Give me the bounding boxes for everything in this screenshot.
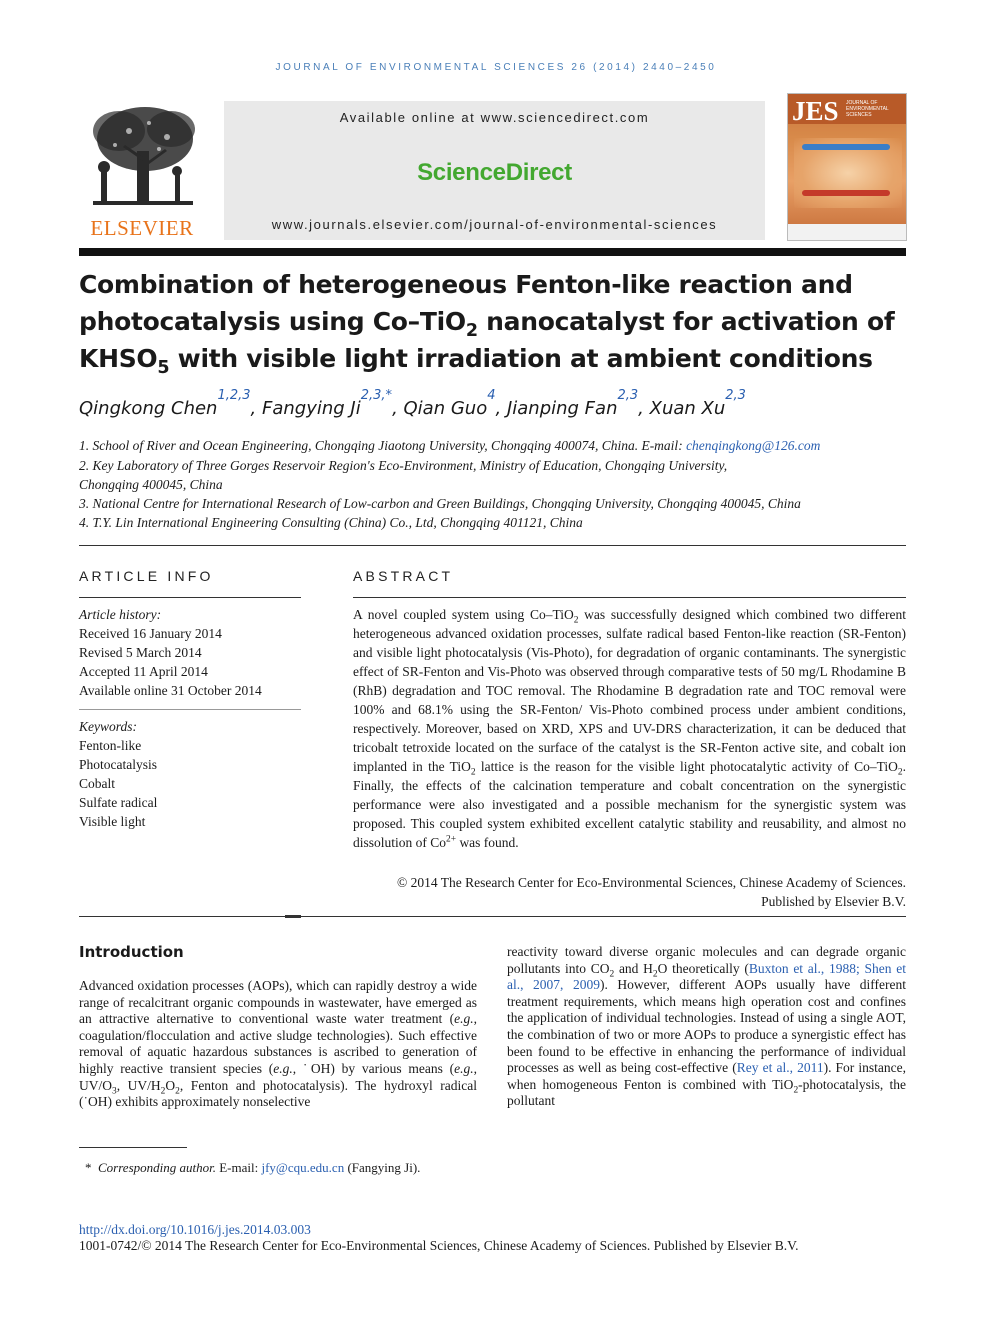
abstract-heading: ABSTRACT (353, 568, 454, 584)
introduction-heading: Introduction (79, 943, 184, 961)
divider-mark (285, 915, 301, 918)
author-affil-ref[interactable]: 2,3 (725, 388, 746, 403)
footnote-rule (79, 1147, 187, 1148)
cover-arrow-red-icon (802, 190, 890, 196)
divider (79, 597, 301, 598)
corresponding-email-link[interactable]: jfy@cqu.edu.cn (261, 1160, 345, 1175)
keyword: Sulfate radical (79, 795, 158, 810)
journal-homepage-link[interactable]: www.journals.elsevier.com/journal-of-environmental-sciences (271, 217, 718, 232)
author-name[interactable]: Xuan Xu (649, 398, 726, 419)
keyword: Fenton-like (79, 738, 142, 753)
issn-copyright-line: 1001-0742/© 2014 The Research Center for Eco-Environmental Sciences, Chinese Academy of Sciences. Published by Elsevier B.V. (79, 1238, 799, 1253)
header-rule (79, 248, 906, 256)
elsevier-tree-icon (79, 101, 205, 219)
affiliation-3: 3. National Centre for International Research of Low-carbon and Green Buildings, Chongqing University, Chongqing 400045, China (79, 496, 801, 511)
online-date: Available online 31 October 2014 (79, 683, 262, 698)
introduction-left-column: Advanced oxidation processes (AOPs), which can rapidly destroy a wide range of recalcitrant organic compounds in wastewater, have emerged as an attractive alternative to conventional waste water treatment (e.g., coagulation/flocculation and active sludge technologies). Such effective removal of aquatic hazardous substances is ascribed to generation of highly reactive transient species (e.g., ˙OH) by various means (e.g., $UV/O_3$, $UV/H_2O_2$, Fenton and photocatalysis). The hydroxyl radical (˙OH) exhibits approximately nonselective (79, 978, 478, 1110)
article-title (79, 266, 906, 377)
sciencedirect-logo[interactable]: ScienceDirect (417, 159, 572, 186)
citation-link[interactable]: Rey et al., 2011 (736, 1060, 824, 1076)
corresponding-author-footnote: * Corresponding author. E-mail: jfy@cqu.edu.cn (Fangying Ji). (85, 1160, 421, 1175)
abstract-copyright: © 2014 The Research Center for Eco-Environmental Sciences, Chinese Academy of Sciences. Published by Elsevier B.V. (397, 875, 906, 909)
divider (79, 916, 906, 917)
divider (79, 545, 906, 546)
author-affil-ref[interactable]: 2,3 (617, 388, 639, 403)
accepted-date: Accepted 11 April 2014 (79, 664, 208, 679)
journal-running-header: JOURNAL OF ENVIRONMENTAL SCIENCES 26 (2014) 2440–2450 (275, 62, 717, 73)
elsevier-logo[interactable] (79, 101, 205, 241)
cover-footer (788, 224, 906, 240)
elsevier-wordmark: ELSEVIER (90, 216, 194, 240)
divider (79, 709, 301, 710)
sciencedirect-banner (224, 101, 765, 240)
cover-subtitle: JOURNAL OF ENVIRONMENTAL SCIENCES (846, 100, 889, 118)
author-affil-ref[interactable]: 4 (487, 388, 496, 403)
cover-arrow-blue-icon (802, 144, 890, 150)
article-info-heading: ARTICLE INFO (79, 568, 214, 584)
affiliation-2: 2. Key Laboratory of Three Gorges Reservoir Region's Eco-Environment, Ministry of Education, Chongqing University, (79, 458, 728, 473)
title-line-2: photocatalysis using Co–TiO$_2$ nanocatalyst for activation of (79, 307, 895, 341)
article-history (79, 605, 301, 700)
title-line-3: $KHSO_5$ with visible light irradiation at ambient conditions (79, 344, 873, 378)
cover-acronym: JES (792, 96, 839, 126)
introduction-right-column: reactivity toward diverse organic molecules and can degrade organic pollutants into $CO_2$ and $H_2O$ theoretically (Buxton et al., 1988; Shen et al., 2007, 2009). However, different AOPs usually have different treatment requirements, which means high operation cost and confines the application of individual technologies. Instead of using a single AOT, the combination of two or more AOPs to produce a synergistic effect has been found to be effective in enhancing the performance of individual processes as well as being cost-effective (Rey et al., 2011). For instance, when homogeneous Fenton is combined with TiO$_2$-photocatalysis, the pollutant (507, 944, 907, 1109)
title-line-1: Combination of heterogeneous Fenton-like reaction and (79, 270, 853, 299)
abstract-body: A novel coupled system using Co–TiO$_2$ was successfully designed which combined two different heterogeneous advanced oxidation processes, sulfate radical based Fenton-like reaction (SR-Fenton) and visible light photocatalysis (Vis-Photo), for degradation of organic contaminants. The synergistic effect of SR-Fenton and Vis-Photo was observed through comparative tests of 50 mg/L Rhodamine B (RhB) degradation and TOC removal. The Rhodamine B degradation rate and TOC removal were 100% and 68.1% using the SR-Fenton/ Vis-Photo combined process under ambient conditions, respectively. Moreover, based on XRD, XPS and UV-DRS characterization, it can be deduced that tricobalt tetroxide located on the surface of the catalyst is the SR-Fenton active site, and cobalt ion implanted in the TiO$_2$ lattice is the reason for the visible light photocatalytic activity of Co–TiO$_2$. Finally, the effects of the calcination temperature and cobalt concentration on the synergistic performance were also investigated and a possible mechanism for the synergistic system was proposed. This coupled system exhibited excellent catalytic stability and reusability, and almost no dissolution of $Co^{2+}$ was found. (353, 607, 906, 850)
keyword: Cobalt (79, 776, 115, 791)
divider (353, 597, 906, 598)
available-online-text: Available online at www.sciencedirect.com (339, 110, 650, 125)
author-name[interactable]: Fangying Ji (262, 398, 361, 419)
keyword: Visible light (79, 814, 146, 829)
citation-link[interactable]: Buxton et al., 1988; Shen et al., 2007, 2009 (507, 960, 906, 993)
author-affil-ref[interactable]: 2,3,* (360, 388, 393, 403)
doi-link[interactable]: http://dx.doi.org/10.1016/j.jes.2014.03.003 (79, 1222, 311, 1237)
affiliation-2-cont: Chongqing 400045, China (79, 477, 223, 492)
author-affil-ref[interactable]: 1,2,3 (217, 388, 251, 403)
author-name[interactable]: Jianping Fan (506, 398, 618, 419)
affiliation-1: 1. School of River and Ocean Engineering, Chongqing Jiaotong University, Chongqing 400074, China. E-mail: chenqingkong@126.com (79, 438, 821, 453)
history-label: Article history: (79, 607, 162, 622)
received-date: Received 16 January 2014 (79, 626, 222, 641)
author-name[interactable]: Qian Guo (403, 398, 488, 419)
journal-cover-thumbnail[interactable] (787, 93, 907, 241)
keyword: Photocatalysis (79, 757, 157, 772)
author-email-link[interactable]: chenqingkong@126.com (686, 438, 821, 453)
affiliation-4: 4. T.Y. Lin International Engineering Consulting (China) Co., Ltd, Chongqing 401121, China (79, 515, 583, 530)
author-list: Qingkong Chen$^{1,2,3}$, Fangying $Ji^{2,3,*}$, Qian Guo$^4$, Jianping Fan$^{2,3}$, Xuan Xu$^{2,3}$ (79, 388, 746, 419)
author-name[interactable]: Qingkong Chen (79, 398, 218, 419)
keywords-label: Keywords: (79, 719, 137, 734)
revised-date: Revised 5 March 2014 (79, 645, 202, 660)
keywords (79, 717, 301, 831)
